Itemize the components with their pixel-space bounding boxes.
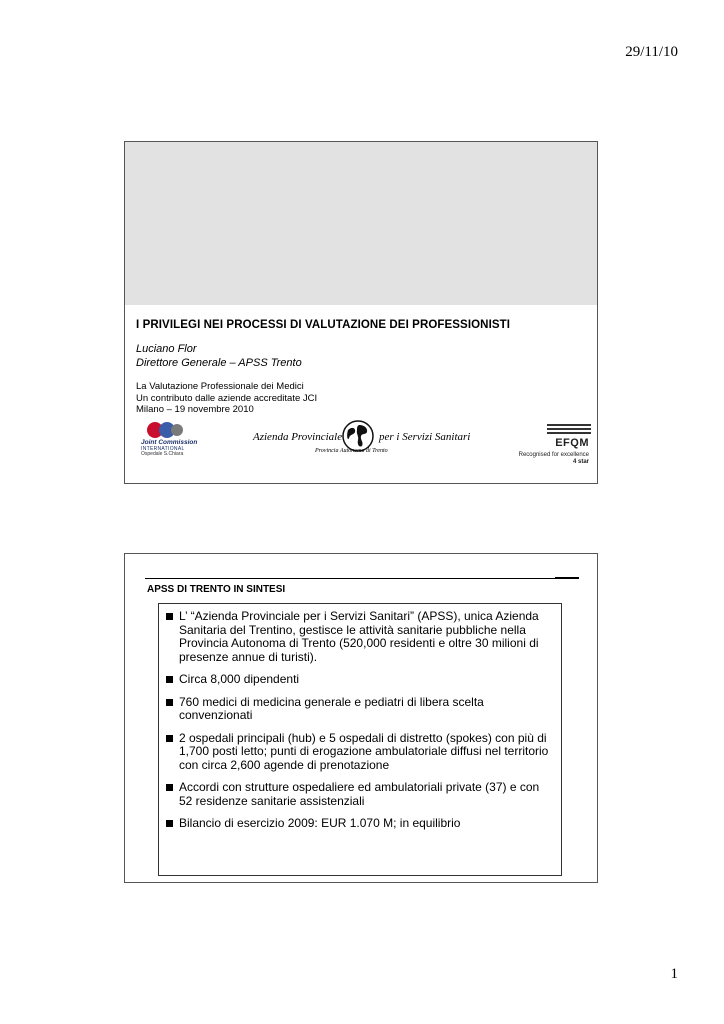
efqm-bar [547,432,591,434]
event-info [136,381,317,416]
apss-logo [253,420,469,460]
bullet-text: Accordi con strutture ospedaliere ed ambulatoriali private (37) e con 52 residenze sanitarie assistenziali [179,780,540,808]
efqm-star-level: 4 star [572,459,589,465]
apss-logo-right-text: per i Servizi Sanitari [379,431,471,443]
square-bullet-icon [166,699,173,706]
bullet-item [163,732,553,773]
title-rule [145,578,579,579]
bullet-item [163,610,553,664]
square-bullet-icon [166,676,173,683]
jci-logo [139,420,209,458]
slide-title: APSS DI TRENTO IN SINTESI [147,584,286,595]
jci-mark-gray [171,424,183,436]
bullet-text: L’ “Azienda Provinciale per i Servizi Sanitari” (APSS), unica Azienda Sanitaria del Trentino, gestisce le attività sanitarie pubbliche nella Provincia Autonoma di Trento (520,000 residenti e oltre 30 milioni di presenze annue di turisti). [179,609,539,664]
efqm-wordmark: EFQM [555,437,589,449]
slide-1 [124,141,598,484]
efqm-bar [547,424,591,426]
bullet-list [159,604,561,831]
apss-logo-subtitle: Provincia Autonoma di Trento [315,448,388,454]
event-line-1: La Valutazione Professionale dei Medici [136,381,304,392]
square-bullet-icon [166,820,173,827]
event-line-3: Milano – 19 novembre 2010 [136,404,254,415]
presentation-title: I PRIVILEGI NEI PROCESSI DI VALUTAZIONE DEI PROFESSIONISTI [136,319,511,331]
efqm-recognised: Recognised for excellence [518,452,589,458]
bullet-text: Bilancio di esercizio 2009: EUR 1.070 M; in equilibrio [179,816,461,830]
jci-name: Joint Commission [141,439,198,446]
title-background [125,142,597,305]
page-number: 1 [670,966,678,982]
title-rule-accent [555,577,579,579]
content-box [158,603,562,876]
bullet-item [163,696,553,723]
bullet-item [163,817,553,831]
efqm-logo [517,424,593,482]
square-bullet-icon [166,613,173,620]
bullet-text: 2 ospedali principali (hub) e 5 ospedali di distretto (spokes) con più di 1,700 posti letto; punti di erogazione ambulatoriale diffusi nel territorio con circa 2,600 agende di prenotazione [179,730,549,772]
bullet-item [163,673,553,687]
author-block [136,342,302,370]
bullet-item [163,781,553,808]
efqm-bar [547,428,591,430]
slide-2 [124,553,598,883]
author-name: Luciano Flor [136,343,197,355]
jci-international: INTERNATIONAL [141,446,185,452]
page-date: 29/11/10 [625,44,678,60]
author-role: Direttore Generale – APSS Trento [136,357,302,369]
square-bullet-icon [166,784,173,791]
event-line-2: Un contributo dalle aziende accreditate JCI [136,392,318,404]
apss-logo-left-text: Azienda Provinciale [253,431,343,443]
bullet-text: 760 medici di medicina generale e pediatri di libera scelta convenzionati [179,694,484,722]
square-bullet-icon [166,735,173,742]
bullet-text: Circa 8,000 dipendenti [179,672,300,686]
jci-hospital: Ospedale S.Chiara [141,451,184,457]
